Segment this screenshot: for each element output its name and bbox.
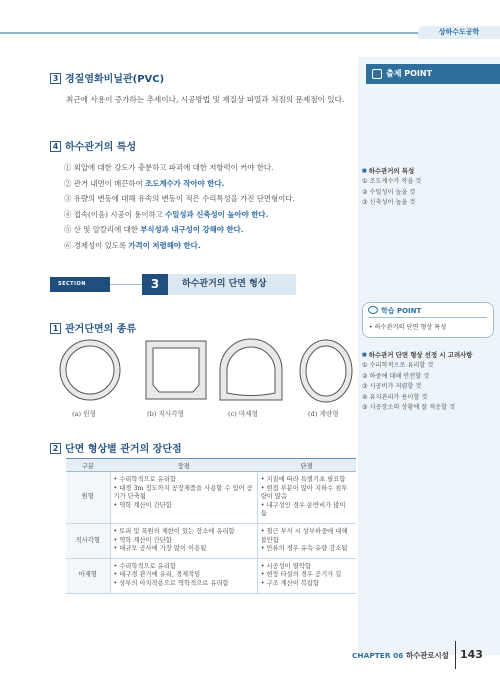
caption-horseshoe: (c) 마제형 [228,410,259,418]
table-row [66,523,356,558]
horseshoe-section [220,339,282,400]
pros-cell [110,523,257,558]
heading-number: 3 [50,73,61,84]
pvc-text: 최근에 사용이 증가하는 추세이나, 시공방법 및 재질상 파열과 처짐의 문제점이 있다. [66,95,345,104]
footer-divider [455,641,456,669]
footer-chapter [352,650,449,661]
divider [369,317,487,318]
cross-section-drawings [50,338,358,408]
item-highlight: 조도계수가 작아야 한다. [145,178,225,188]
heading-pros-cons [50,440,182,455]
list-item: • 만류의 경우 유속·유량 감소됨 [261,545,353,554]
cons-cell [257,523,356,558]
list-item: • 수리학적으로 유리함 [114,563,254,572]
section-banner [50,274,358,295]
column-header: 장점 [110,459,257,472]
heading-types [50,320,136,335]
list-item: • 현장 타설의 경우 공기가 길 [261,571,353,580]
list-item: • 대규모 공사에 가장 많이 이용됨 [114,545,254,554]
list-item: ① 조도계수가 작을 것 [362,178,422,185]
heading-text: 경질염화비닐관(PVC) [65,74,165,85]
column-header: 단점 [257,459,356,472]
list-item: • 시공성이 열악함 [261,563,353,572]
item-highlight: 수밀성과 신축성이 높아야 한다. [165,209,269,219]
pros-cons-table [66,458,356,594]
type-cell: 마제형 [66,558,110,593]
learn-point-item: • 하수관거의 단면 형상 특성 [369,324,447,331]
list-item: • 토피 및 폭원의 제한이 있는 장소에 유리함 [114,528,254,537]
list-item: • 수리학적으로 유리함 [114,476,254,485]
list-item: • 현접 부분이 많아 지하수 침투량이 많음 [261,485,353,502]
table-row [66,472,356,524]
list-item: ① 수리학적으로 유리할 것 [362,362,434,369]
heading-text: 하수관거의 특성 [65,142,137,153]
list-item: • 상부의 아치작용으로 역학적으로 유리함 [114,580,254,589]
list-item: ③ 시공비가 저렴할 것 [362,383,422,390]
heading-text: 관거단면의 종류 [65,324,137,335]
list-item: • 내구성인 경우 운반비가 많이 듦 [261,502,353,519]
item-highlight: 가격이 저렴해야 한다. [128,240,201,250]
caption-egg: (d) 계란형 [308,410,339,418]
list-item: ② 하중에 대해 안전할 것 [362,372,430,380]
list-item: • 구조 계산이 복잡함 [261,580,353,589]
cons-cell [257,558,356,593]
cross-section-figures [50,338,358,428]
list-item [64,160,354,176]
list-item: ⑤ 시공장소의 상황에 잘 적응할 것 [362,404,456,411]
exam-point-title: 출제 POINT [386,69,433,78]
list-item: • 역학 계산이 간단함 [114,537,254,546]
list-item [64,191,354,207]
item-text: ③ 유량의 변동에 대해 유속의 변동이 적은 수리특성을 가진 단면형이다. [64,194,295,204]
caption-rectangular: (b) 직사각형 [147,410,184,418]
header-tab: 상하수도공학 [418,26,500,39]
item-highlight: 부식성과 내구성이 강해야 한다. [140,225,244,235]
heading-properties [50,138,136,153]
list-item: ④ 유지관리가 용이할 것 [362,393,428,401]
section-title: 하수관거의 단면 형상 [168,274,296,295]
caption-circular: (a) 원형 [72,410,96,418]
heading-number: 1 [50,323,61,334]
section-number: 3 [142,274,168,295]
item-text: ⑤ 산 및 알칼리에 대한 [64,225,141,235]
sidebar-block2-list [362,361,455,414]
sidebar-block1-list [362,177,421,209]
type-cell: 원형 [66,472,110,524]
pros-cell [110,558,257,593]
exam-point-header [366,64,500,84]
heading-number: 4 [50,141,61,152]
cons-cell [257,472,356,524]
column-header: 구분 [66,459,110,472]
chapter-title: 하수관로시설 [405,651,449,660]
speech-bubble-icon [368,306,378,314]
heading-number: 2 [50,443,61,454]
list-item: • 대구경 관거에 유리, 경제적임 [114,571,254,580]
egg-section [300,340,352,402]
sidebar-block1-title: ■ 하수관거의 특성 [362,166,414,175]
list-item [64,176,354,192]
list-item: • 철근 부식 시 상부하중에 대해 불안함 [261,528,353,545]
item-text: ② 관거 내면이 매끈하여 [64,178,146,188]
rectangular-section [146,341,206,399]
learn-point-box [362,302,494,338]
circular-section [60,340,120,400]
item-text: ⑥ 경제성이 있도록 [64,240,129,250]
page-number: 143 [460,648,483,661]
heading-text: 단면 형상별 관거의 장단점 [65,444,182,455]
pros-cell [110,472,257,524]
learn-point-title: 학습 POINT [381,307,422,315]
sidebar-block2-title: ■ 하수관거 단면 형상 선정 시 고려사항 [362,350,472,359]
list-item [64,238,354,254]
chapter-label: CHAPTER 06 [352,651,404,660]
properties-list [64,160,354,254]
list-item: ② 수밀성이 높을 것 [362,188,416,196]
item-text: ① 외압에 대한 강도가 충분하고 파괴에 대한 저항력이 커야 한다. [64,163,274,172]
list-item: ③ 신축성이 높을 것 [362,199,416,206]
list-item [64,222,354,238]
item-text: ④ 접속(이음) 시공이 용이하고 [64,209,166,219]
pencil-note-icon [372,69,382,79]
list-item: • 지질에 따라 특별기초 필요함 [261,476,353,485]
table-row [66,558,356,593]
list-item: • 대경 3m 정도까지 공장제품을 사용할 수 있어 공기가 단축됨 [114,485,254,502]
heading-pvc [50,70,164,85]
list-item [64,207,354,223]
type-cell: 직사각형 [66,523,110,558]
section-tag: SECTION [50,277,110,292]
table-header-row [66,459,356,472]
list-item: • 역학 계산이 간단함 [114,502,254,511]
